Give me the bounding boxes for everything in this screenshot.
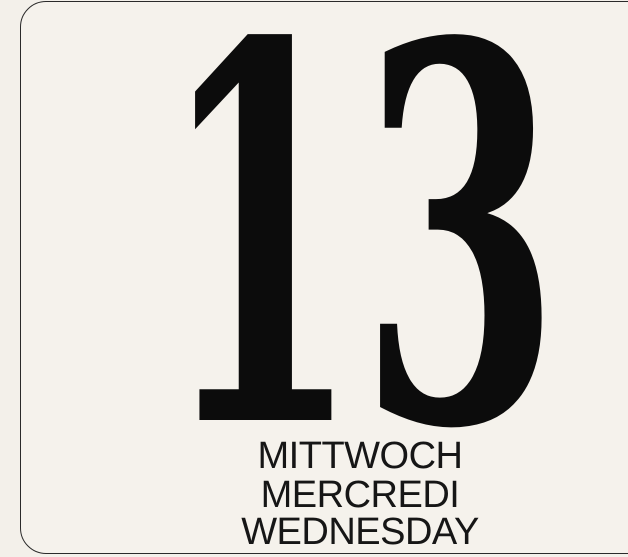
weekday-german: MITTWOCH — [257, 435, 463, 477]
weekday-french: MERCREDI — [260, 474, 460, 516]
weekday-english: WEDNESDAY — [241, 511, 479, 553]
day-number-text: 13 — [160, 8, 560, 428]
day-number — [150, 8, 570, 428]
